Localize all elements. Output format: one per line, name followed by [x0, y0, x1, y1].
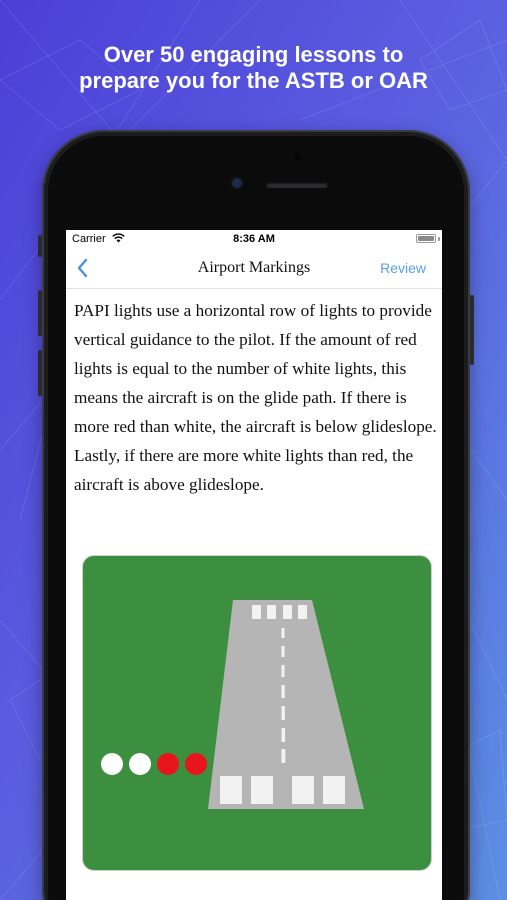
battery-icon [416, 234, 436, 243]
battery-level [418, 236, 434, 241]
power-button [470, 295, 474, 365]
mute-switch [38, 235, 42, 257]
volume-up-button [38, 290, 42, 336]
volume-down-button [38, 350, 42, 396]
earpiece-speaker [266, 182, 328, 188]
papi-light-white [101, 753, 123, 775]
page-title: Airport Markings [197, 259, 311, 276]
papi-light-red [157, 753, 179, 775]
promo-headline-line-2: prepare you for the ASTB or OAR [79, 68, 428, 93]
promo-headline-line-1: Over 50 engaging lessons to [103, 42, 404, 67]
papi-illustration [82, 555, 432, 871]
review-button[interactable]: Review [380, 260, 426, 276]
proximity-sensor [294, 154, 300, 160]
runway-graphic [83, 556, 432, 871]
carrier-label: Carrier [72, 233, 106, 245]
status-bar [66, 230, 442, 248]
app-screen [66, 230, 442, 900]
promo-headline [0, 42, 507, 94]
lesson-paragraph: PAPI lights use a horizontal row of lights to provide vertical guidance to the pilot. If the amount of red lights is equal to the number of white lights, this means the aircraft is on the glide path. If there is more red than white, the aircraft is below glideslope. Lastly, if there are more white lights than red, the aircraft is above glideslope. [74, 301, 437, 494]
papi-light-red [185, 753, 207, 775]
nav-divider [66, 288, 442, 289]
papi-light-white [129, 753, 151, 775]
navigation-bar [66, 248, 442, 288]
status-time: 8:36 AM [233, 233, 275, 245]
front-camera [232, 178, 242, 188]
battery-cap [438, 237, 440, 241]
